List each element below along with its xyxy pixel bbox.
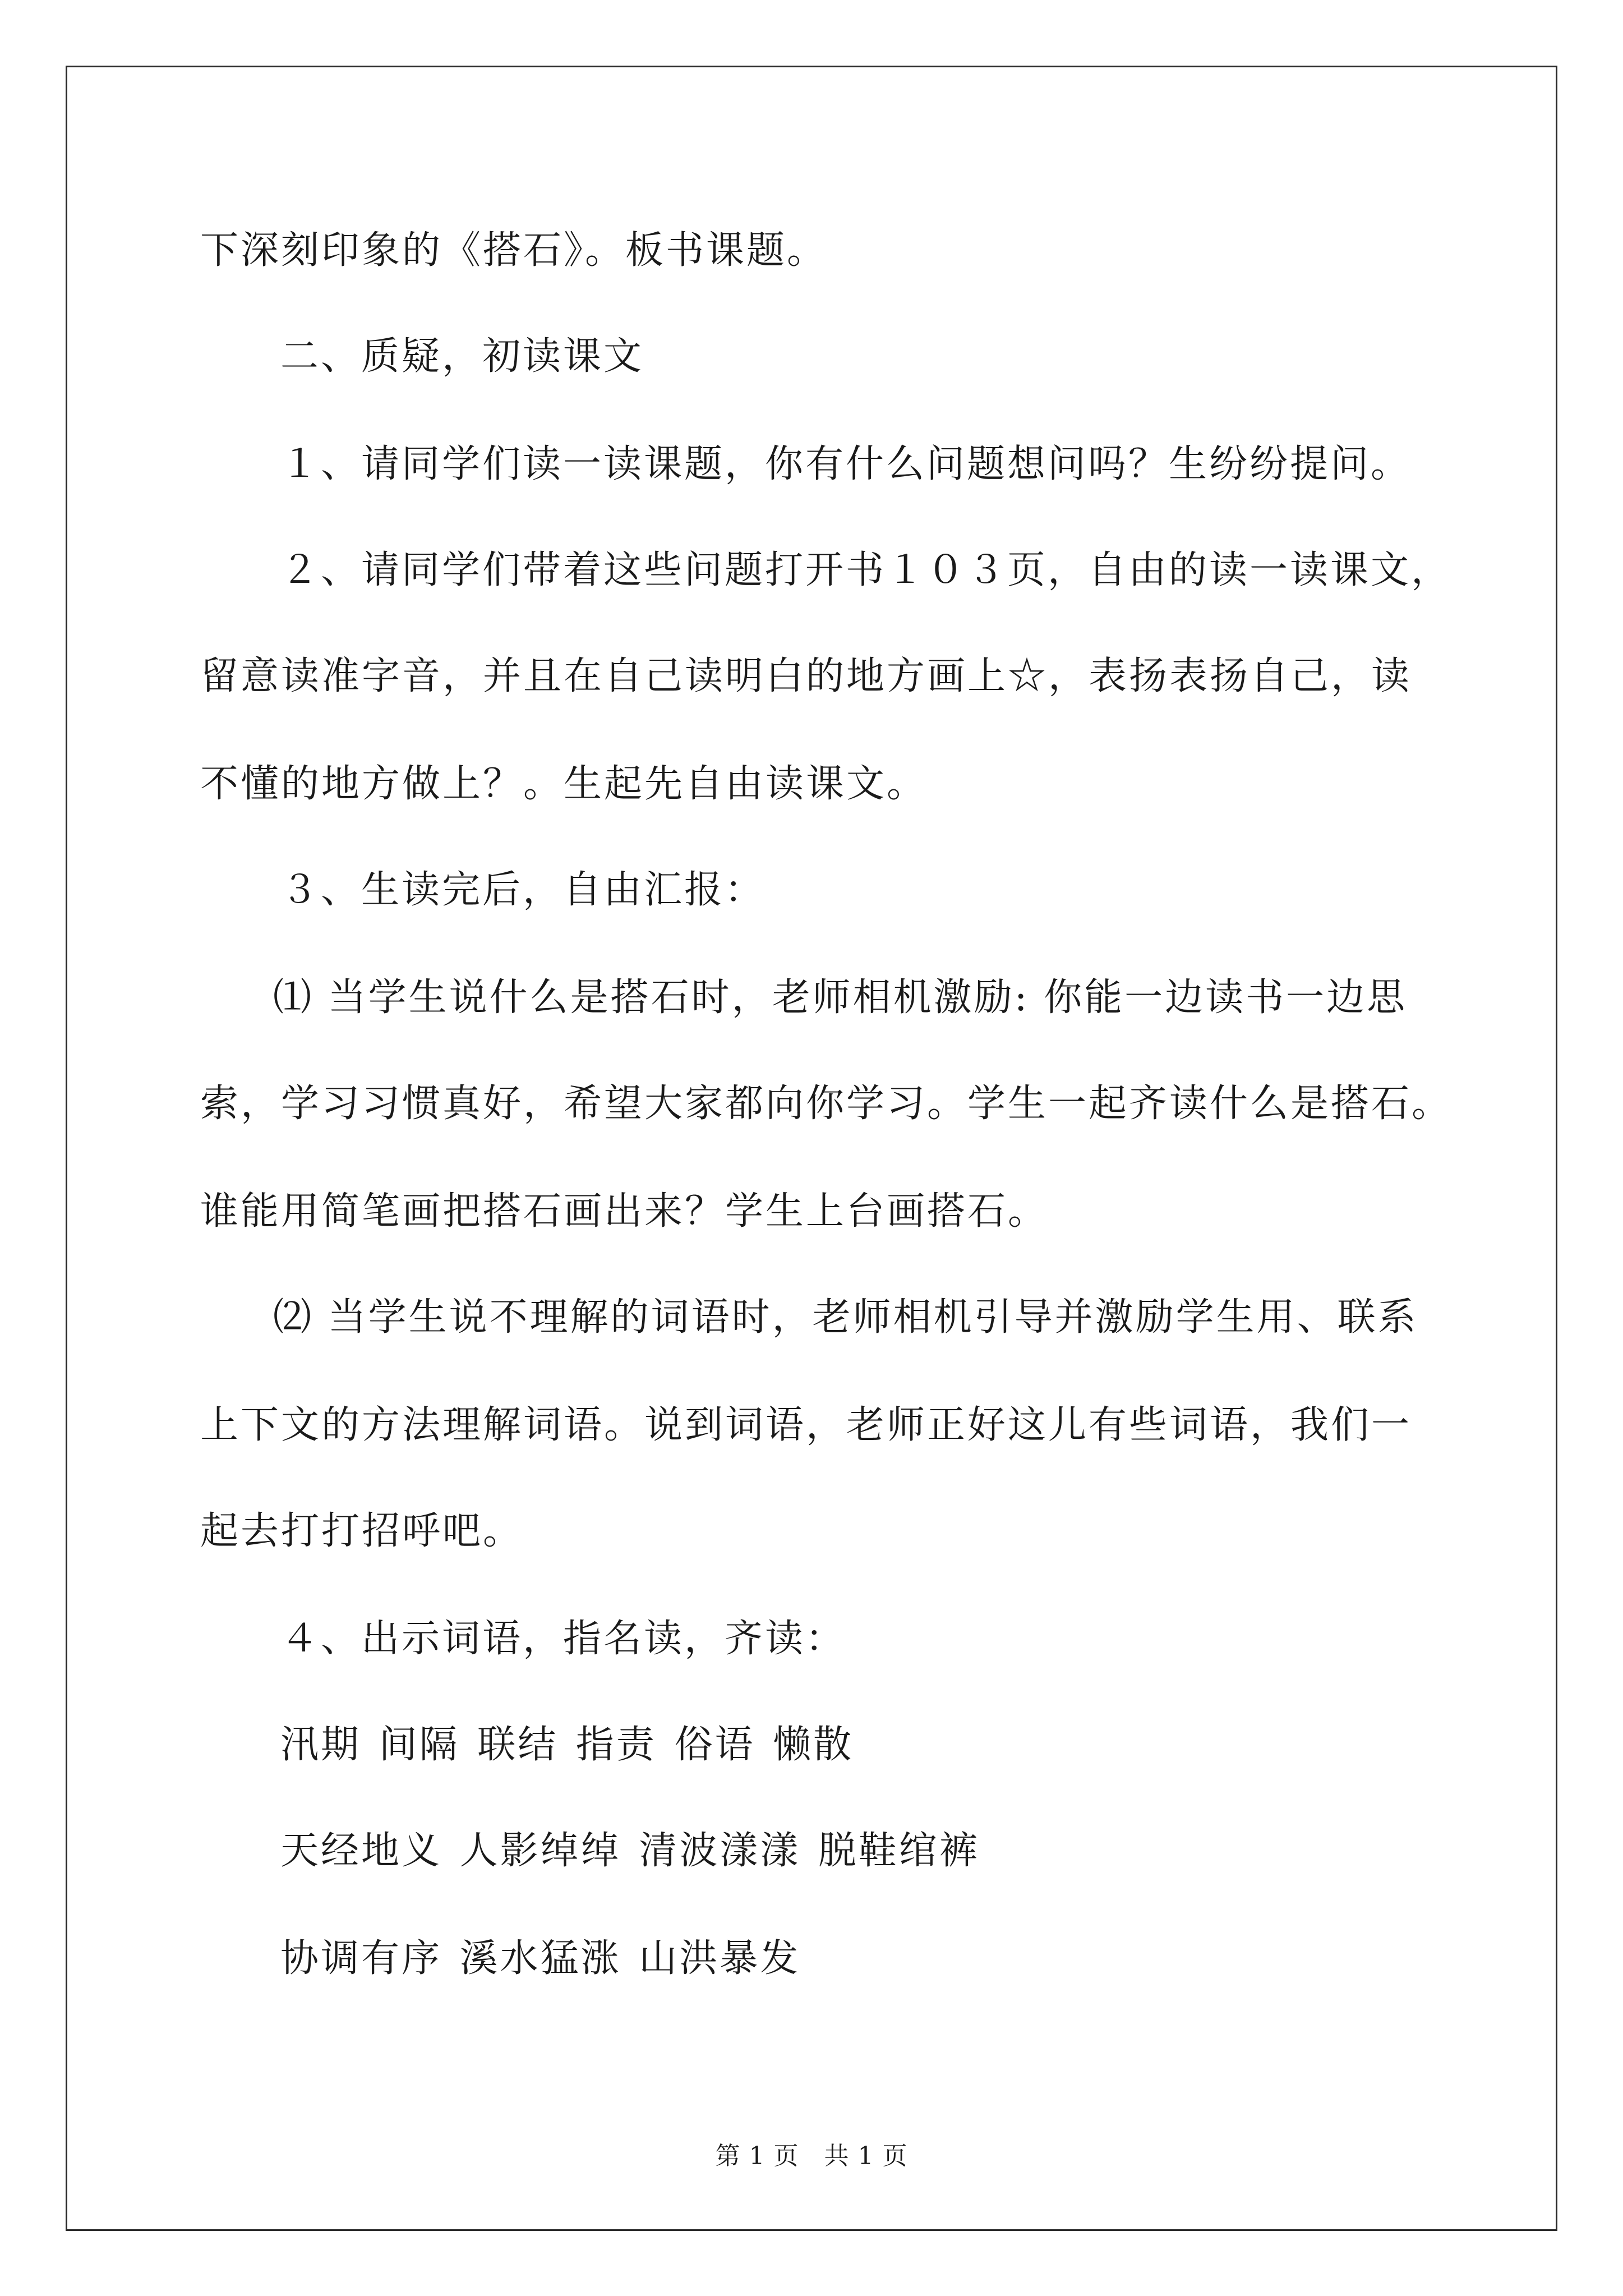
paragraph-line: 留意读准字音，并且在自己读明白的地方画上☆，表扬表扬自己，读	[200, 654, 1412, 698]
section-heading: 二、质疑，初读课文	[280, 334, 644, 379]
vocabulary-line: 天经地义 人影绰绰 清波漾漾 脱鞋绾裤	[280, 1829, 980, 1873]
paragraph-line: 下深刻印象的《搭石》。板书课题。	[200, 228, 828, 273]
paragraph-line: 不懂的地方做上？。生起先自由读课文。	[200, 762, 928, 806]
vocabulary-line: 汛期 间隔 联结 指责 俗语 懒散	[280, 1723, 854, 1767]
paragraph-line: １、请同学们读一读课题，你有什么问题想问吗？生纷纷提问。	[280, 442, 1412, 486]
paragraph-line: ２、请同学们带着这些问题打开书１０３页，自由的读一读课文，	[280, 548, 1452, 592]
paragraph-line: ⑵ 当学生说不理解的词语时，老师相机引导并激励学生用、联系	[273, 1295, 1418, 1340]
paragraph-line: 起去打打招呼吧。	[200, 1509, 524, 1553]
page-number: 第 1 页 共 1 页	[715, 2142, 908, 2170]
paragraph-line: 谁能用简笔画把搭石画出来？学生上台画搭石。	[200, 1189, 1049, 1234]
paragraph-line: ３、生读完后，自由汇报：	[280, 868, 766, 912]
paragraph-line: 索，学习习惯真好，希望大家都向你学习。学生一起齐读什么是搭石。	[200, 1082, 1453, 1126]
vocabulary-line: 协调有序 溪水猛涨 山洪暴发	[280, 1936, 801, 1981]
paragraph-line: 上下文的方法理解词语。说到词语，老师正好这儿有些词语，我们一	[200, 1403, 1412, 1447]
paragraph-line: ４、出示词语，指名读，齐读：	[280, 1617, 846, 1661]
page-border	[66, 66, 1557, 2231]
paragraph-line: ⑴ 当学生说什么是搭石时，老师相机激励: 你能一边读书一边思	[273, 976, 1408, 1020]
